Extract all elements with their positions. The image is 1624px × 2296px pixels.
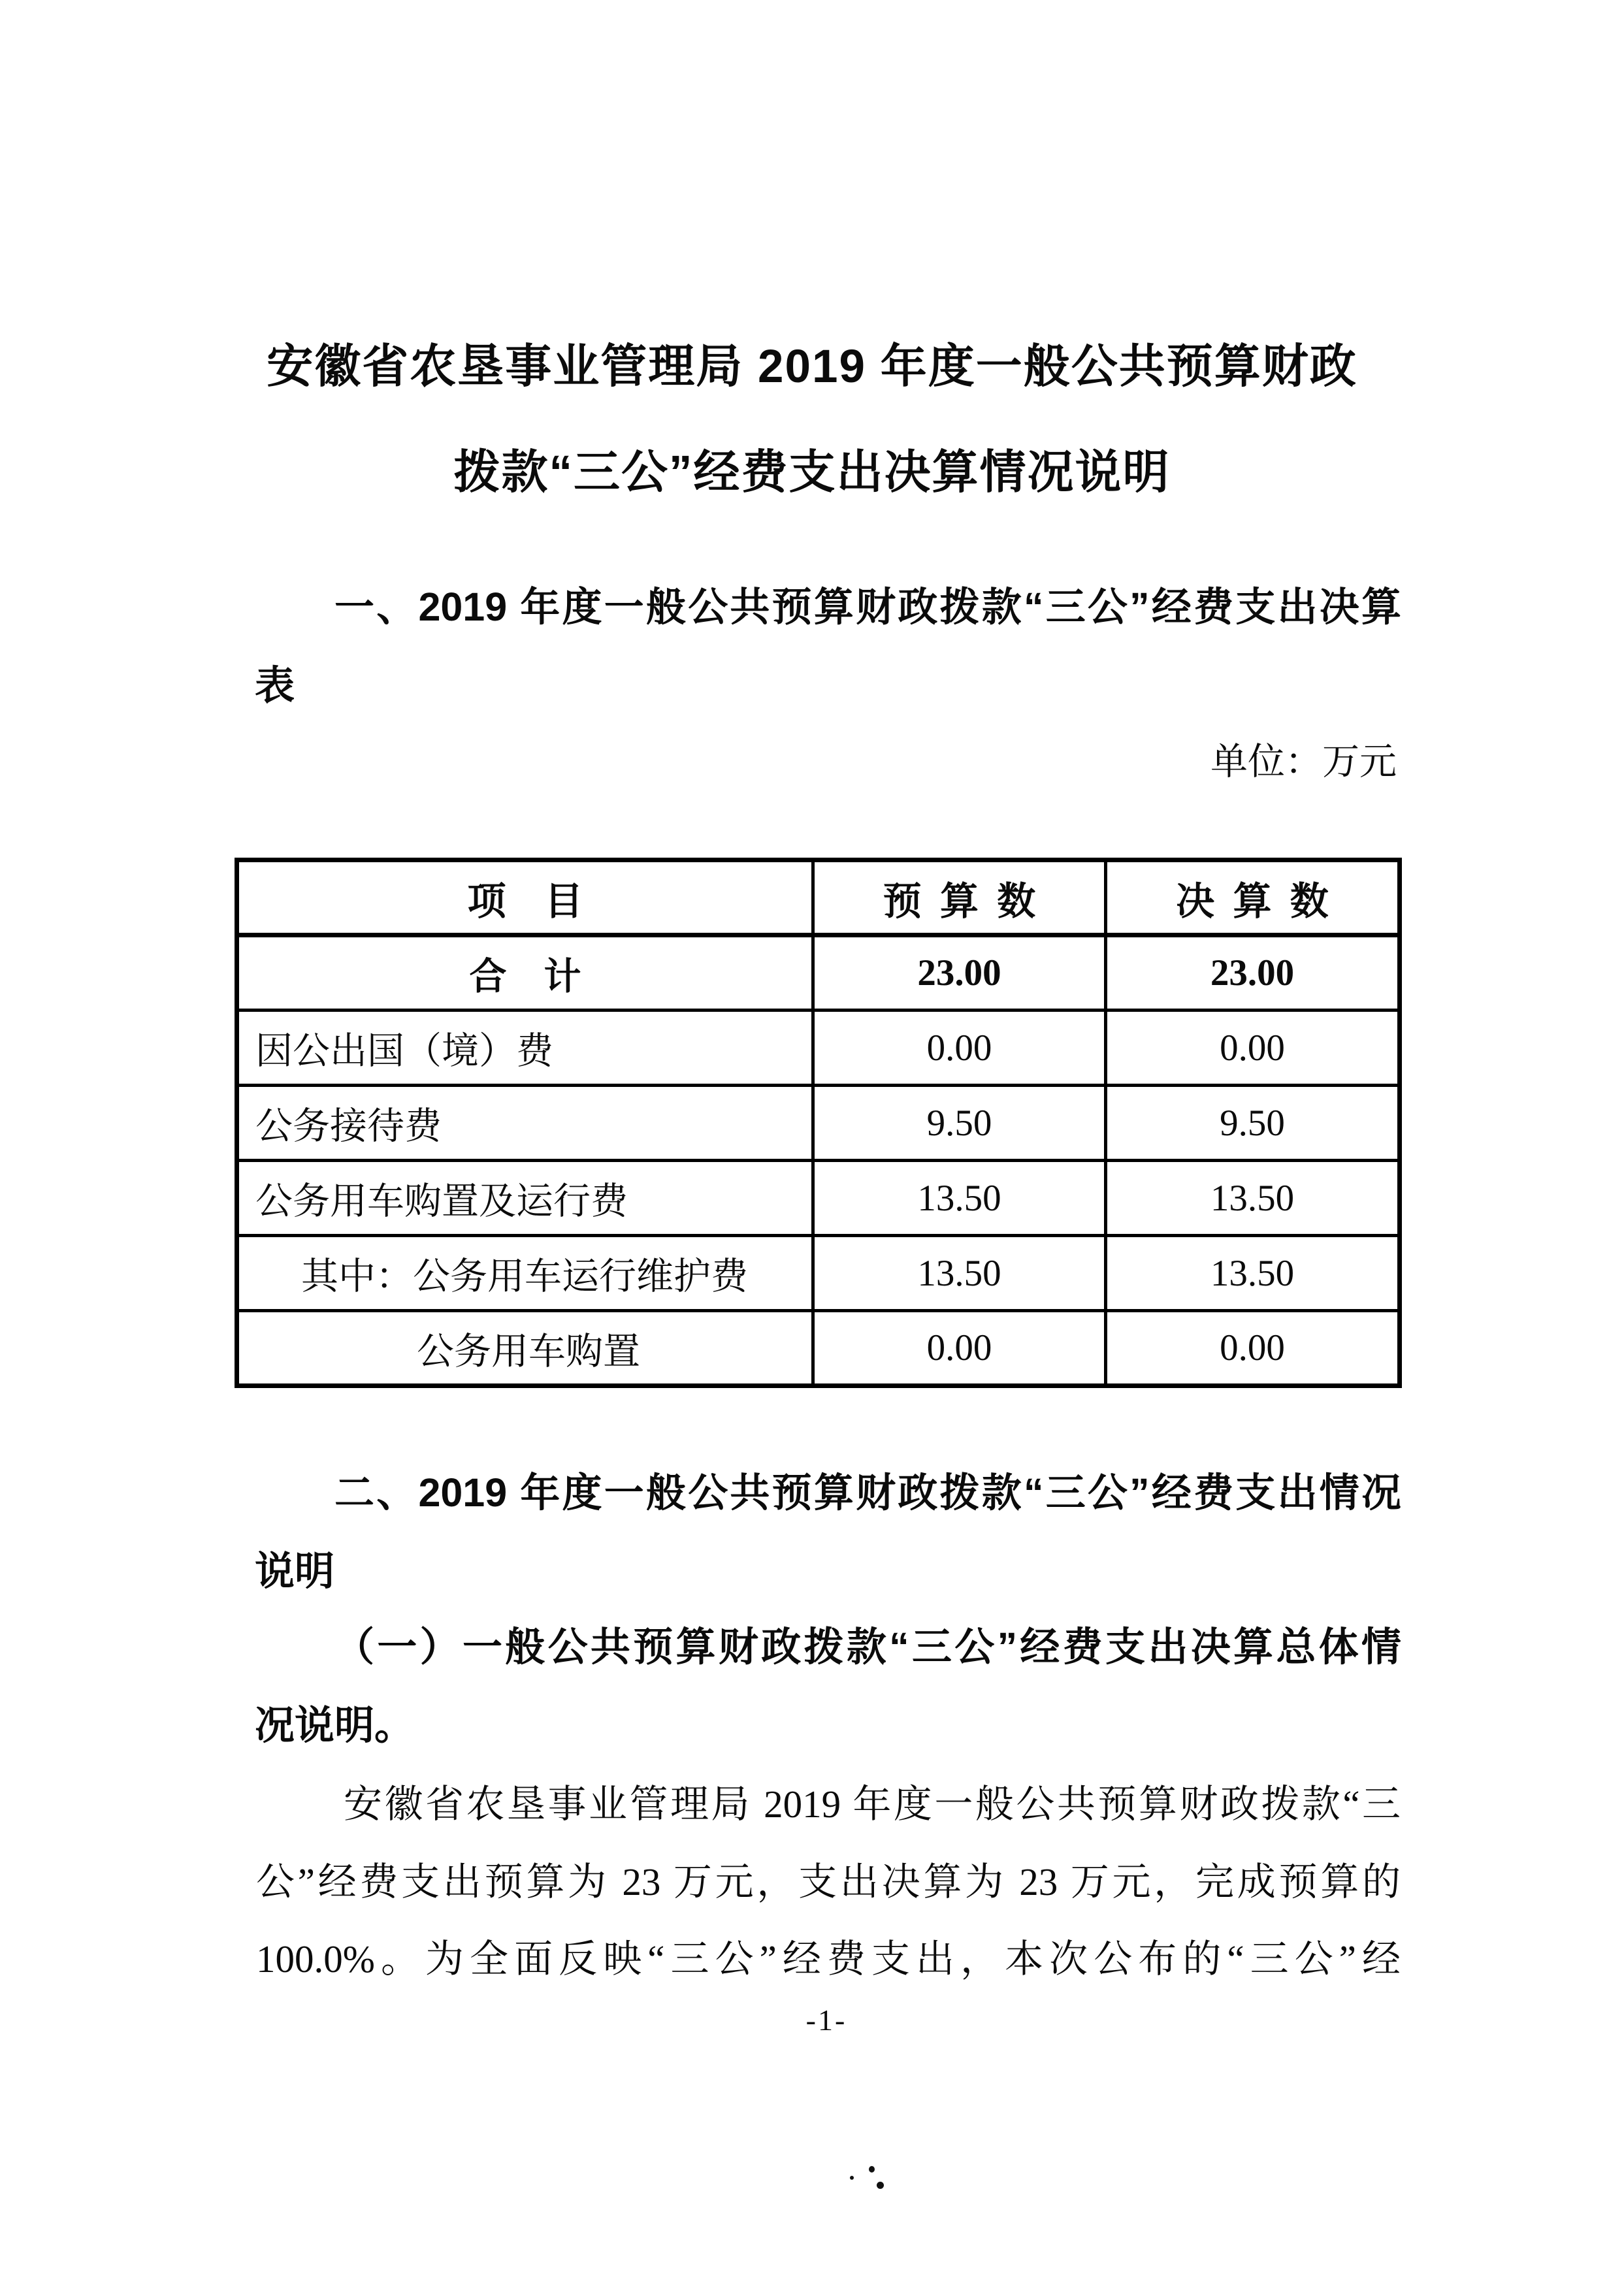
final-value: 23.00 (1106, 935, 1400, 1011)
table-unit-label: 单位：万元 (1210, 741, 1397, 783)
table-row-reception-fee (237, 1086, 1400, 1161)
table-row-vehicle-operation-maintenance (237, 1236, 1400, 1311)
final-value: 0.00 (1106, 1311, 1400, 1386)
document-title-line2: 拨款“三公”经费支出决算情况说明 (453, 447, 1171, 498)
final-value: 9.50 (1106, 1086, 1400, 1161)
section1-heading-line2: 表 (255, 663, 295, 707)
budget-value: 13.50 (813, 1236, 1106, 1311)
row-label: 公务接待费 (237, 1086, 813, 1161)
row-label: 公务用车购置 (237, 1311, 813, 1386)
table-header-row (237, 860, 1400, 935)
section2-heading-line1: 二、2019 年度一般公共预算财政拨款“三公”经费支出情况 (334, 1470, 1401, 1515)
row-label: 其中：公务用车运行维护费 (237, 1236, 813, 1311)
column-header-budget: 预算数 (813, 860, 1106, 935)
column-header-final: 决算数 (1106, 860, 1400, 935)
subsection1-heading-line1: （一）一般公共预算财政拨款“三公”经费支出决算总体情 (334, 1625, 1401, 1669)
table-row-total (237, 935, 1400, 1011)
scan-speck (869, 2166, 875, 2173)
final-value: 13.50 (1106, 1236, 1400, 1311)
budget-value: 13.50 (813, 1161, 1106, 1236)
budget-value: 0.00 (813, 1311, 1106, 1386)
section2-heading-line2: 说明 (255, 1549, 335, 1593)
document-title-line1: 安徽省农垦事业管理局 2019 年度一般公共预算财政 (267, 341, 1357, 393)
budget-value: 0.00 (813, 1011, 1106, 1086)
budget-value: 23.00 (813, 935, 1106, 1011)
budget-value: 9.50 (813, 1086, 1106, 1161)
three-public-expenditure-table (235, 858, 1402, 1388)
table-row-vehicle-purchase (237, 1311, 1400, 1386)
scan-speck (850, 2176, 854, 2180)
final-value: 0.00 (1106, 1011, 1400, 1086)
subsection1-heading-line2: 况说明。 (255, 1703, 415, 1747)
scan-speck (877, 2182, 884, 2189)
section1-heading-line1: 一、2019 年度一般公共预算财政拨款“三公”经费支出决算 (334, 585, 1401, 629)
body-paragraph-line3: 100.0%。为全面反映“三公”经费支出，本次公布的“三公”经 (256, 1937, 1401, 1981)
table-row-vehicle-purchase-operation (237, 1161, 1400, 1236)
final-value: 13.50 (1106, 1161, 1400, 1236)
table-row-abroad-fee (237, 1011, 1400, 1086)
body-paragraph-line1: 安徽省农垦事业管理局 2019 年度一般公共预算财政拨款“三 (344, 1783, 1401, 1826)
page-number: -1- (805, 2003, 847, 2037)
body-paragraph-line2: 公”经费支出预算为 23 万元，支出决算为 23 万元，完成预算的 (256, 1860, 1401, 1903)
column-header-item: 项目 (237, 860, 813, 935)
row-label: 合计 (237, 935, 813, 1011)
row-label: 因公出国（境）费 (237, 1011, 813, 1086)
row-label: 公务用车购置及运行费 (237, 1161, 813, 1236)
